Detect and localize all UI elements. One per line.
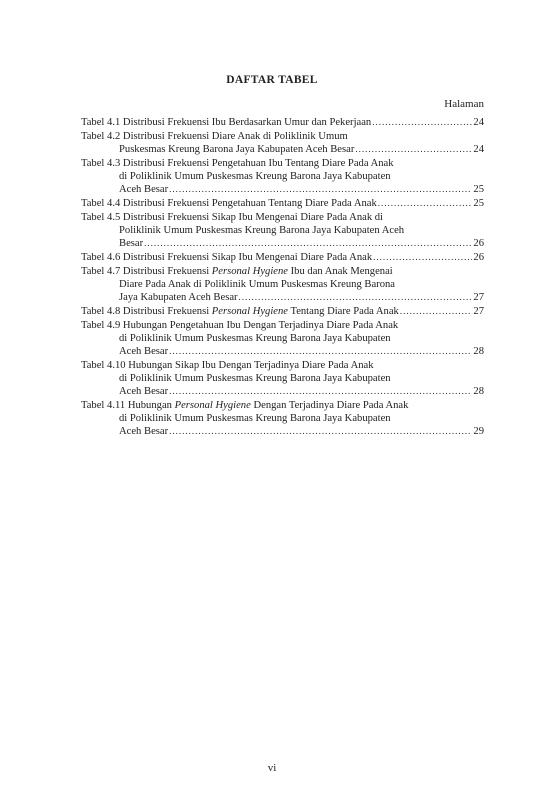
toc-entry-text: Tabel 4.8 Distribusi Frekuensi Personal Hygiene Tentang Diare Pada Anak [81,306,399,317]
dot-leader [400,305,473,318]
toc-entry-text: Aceh Besar [119,184,169,195]
toc-entry-text: di Poliklinik Umum Puskesmas Kreung Barona Jaya Kabupaten [119,171,391,182]
toc-entry [81,399,484,438]
toc-entry [81,211,484,250]
halaman-label: Halaman [444,98,484,110]
toc-entry [81,319,484,358]
toc-entry [81,359,484,398]
toc-entry-text: Tabel 4.6 Distribusi Frekuensi Sikap Ibu Mengenai Diare Pada Anak [81,252,373,263]
toc-entry-page: 29 [473,426,484,437]
toc-entry [81,130,484,156]
toc-entry-page: 25 [473,198,484,209]
toc-entry-text: Aceh Besar [119,346,169,357]
toc-entry-text: Tabel 4.1 Distribusi Frekuensi Ibu Berdasarkan Umur dan Pekerjaan [81,117,372,128]
toc-entry-text: Tabel 4.11 Hubungan Personal Hygiene Dengan Terjadinya Diare Pada Anak [81,400,409,411]
toc-entry-page: 26 [473,238,484,249]
page-number: vi [267,762,277,774]
toc-entry-page: 27 [473,292,484,303]
toc-entry-text: Aceh Besar [119,386,169,397]
dot-leader [372,116,472,129]
dot-leader [144,237,472,250]
toc-entry-text: Jaya Kabupaten Aceh Besar [119,292,238,303]
dot-leader [239,291,473,304]
toc-entry-text: Aceh Besar [119,426,169,437]
toc-entry-text: Tabel 4.3 Distribusi Frekuensi Pengetahuan Ibu Tentang Diare Pada Anak [81,158,394,169]
toc-entry-text: di Poliklinik Umum Puskesmas Kreung Barona Jaya Kabupaten [119,333,391,344]
dot-leader [355,143,472,156]
toc-entry-page: 26 [473,252,484,263]
toc-entry-page: 25 [473,184,484,195]
toc-entry-text: di Poliklinik Umum Puskesmas Kreung Barona Jaya Kabupaten [119,373,391,384]
dot-leader [169,385,472,398]
toc-entry-text: Poliklinik Umum Puskesmas Kreung Barona Jaya Kabupaten Aceh [119,225,405,236]
toc-entry [81,116,484,129]
toc-entry-text: di Poliklinik Umum Puskesmas Kreung Barona Jaya Kabupaten [119,413,391,424]
toc-entry [81,305,484,318]
dot-leader [378,197,473,210]
toc-entry-text: Tabel 4.4 Distribusi Frekuensi Pengetahuan Tentang Diare Pada Anak [81,198,377,209]
toc-entry-page: 28 [473,346,484,357]
toc-entry-text: Tabel 4.9 Hubungan Pengetahuan Ibu Dengan Terjadinya Diare Pada Anak [81,320,399,331]
toc-entry-text: Tabel 4.5 Distribusi Frekuensi Sikap Ibu Mengenai Diare Pada Anak di [81,212,384,223]
toc-entry-text: Puskesmas Kreung Barona Jaya Kabupaten Aceh Besar [119,144,355,155]
toc-entry-page: 28 [473,386,484,397]
toc-entry-page: 24 [473,117,484,128]
toc-entry [81,251,484,264]
table-of-contents-list [81,116,484,439]
dot-leader [169,183,472,196]
dot-leader [373,251,472,264]
toc-entry-page: 27 [473,306,484,317]
toc-entry-text: Tabel 4.10 Hubungan Sikap Ibu Dengan Terjadinya Diare Pada Anak [81,360,374,371]
toc-entry-text: Tabel 4.2 Distribusi Frekuensi Diare Anak di Poliklinik Umum [81,131,348,142]
toc-entry [81,157,484,196]
page-title: DAFTAR TABEL [226,74,318,86]
toc-entry-text: Diare Pada Anak di Poliklinik Umum Puskesmas Kreung Barona [119,279,395,290]
toc-entry-page: 24 [473,144,484,155]
toc-entry [81,197,484,210]
toc-entry [81,265,484,304]
dot-leader [169,345,472,358]
toc-entry-text: Besar [119,238,144,249]
toc-entry-text: Tabel 4.7 Distribusi Frekuensi Personal Hygiene Ibu dan Anak Mengenai [81,266,393,277]
dot-leader [169,425,472,438]
